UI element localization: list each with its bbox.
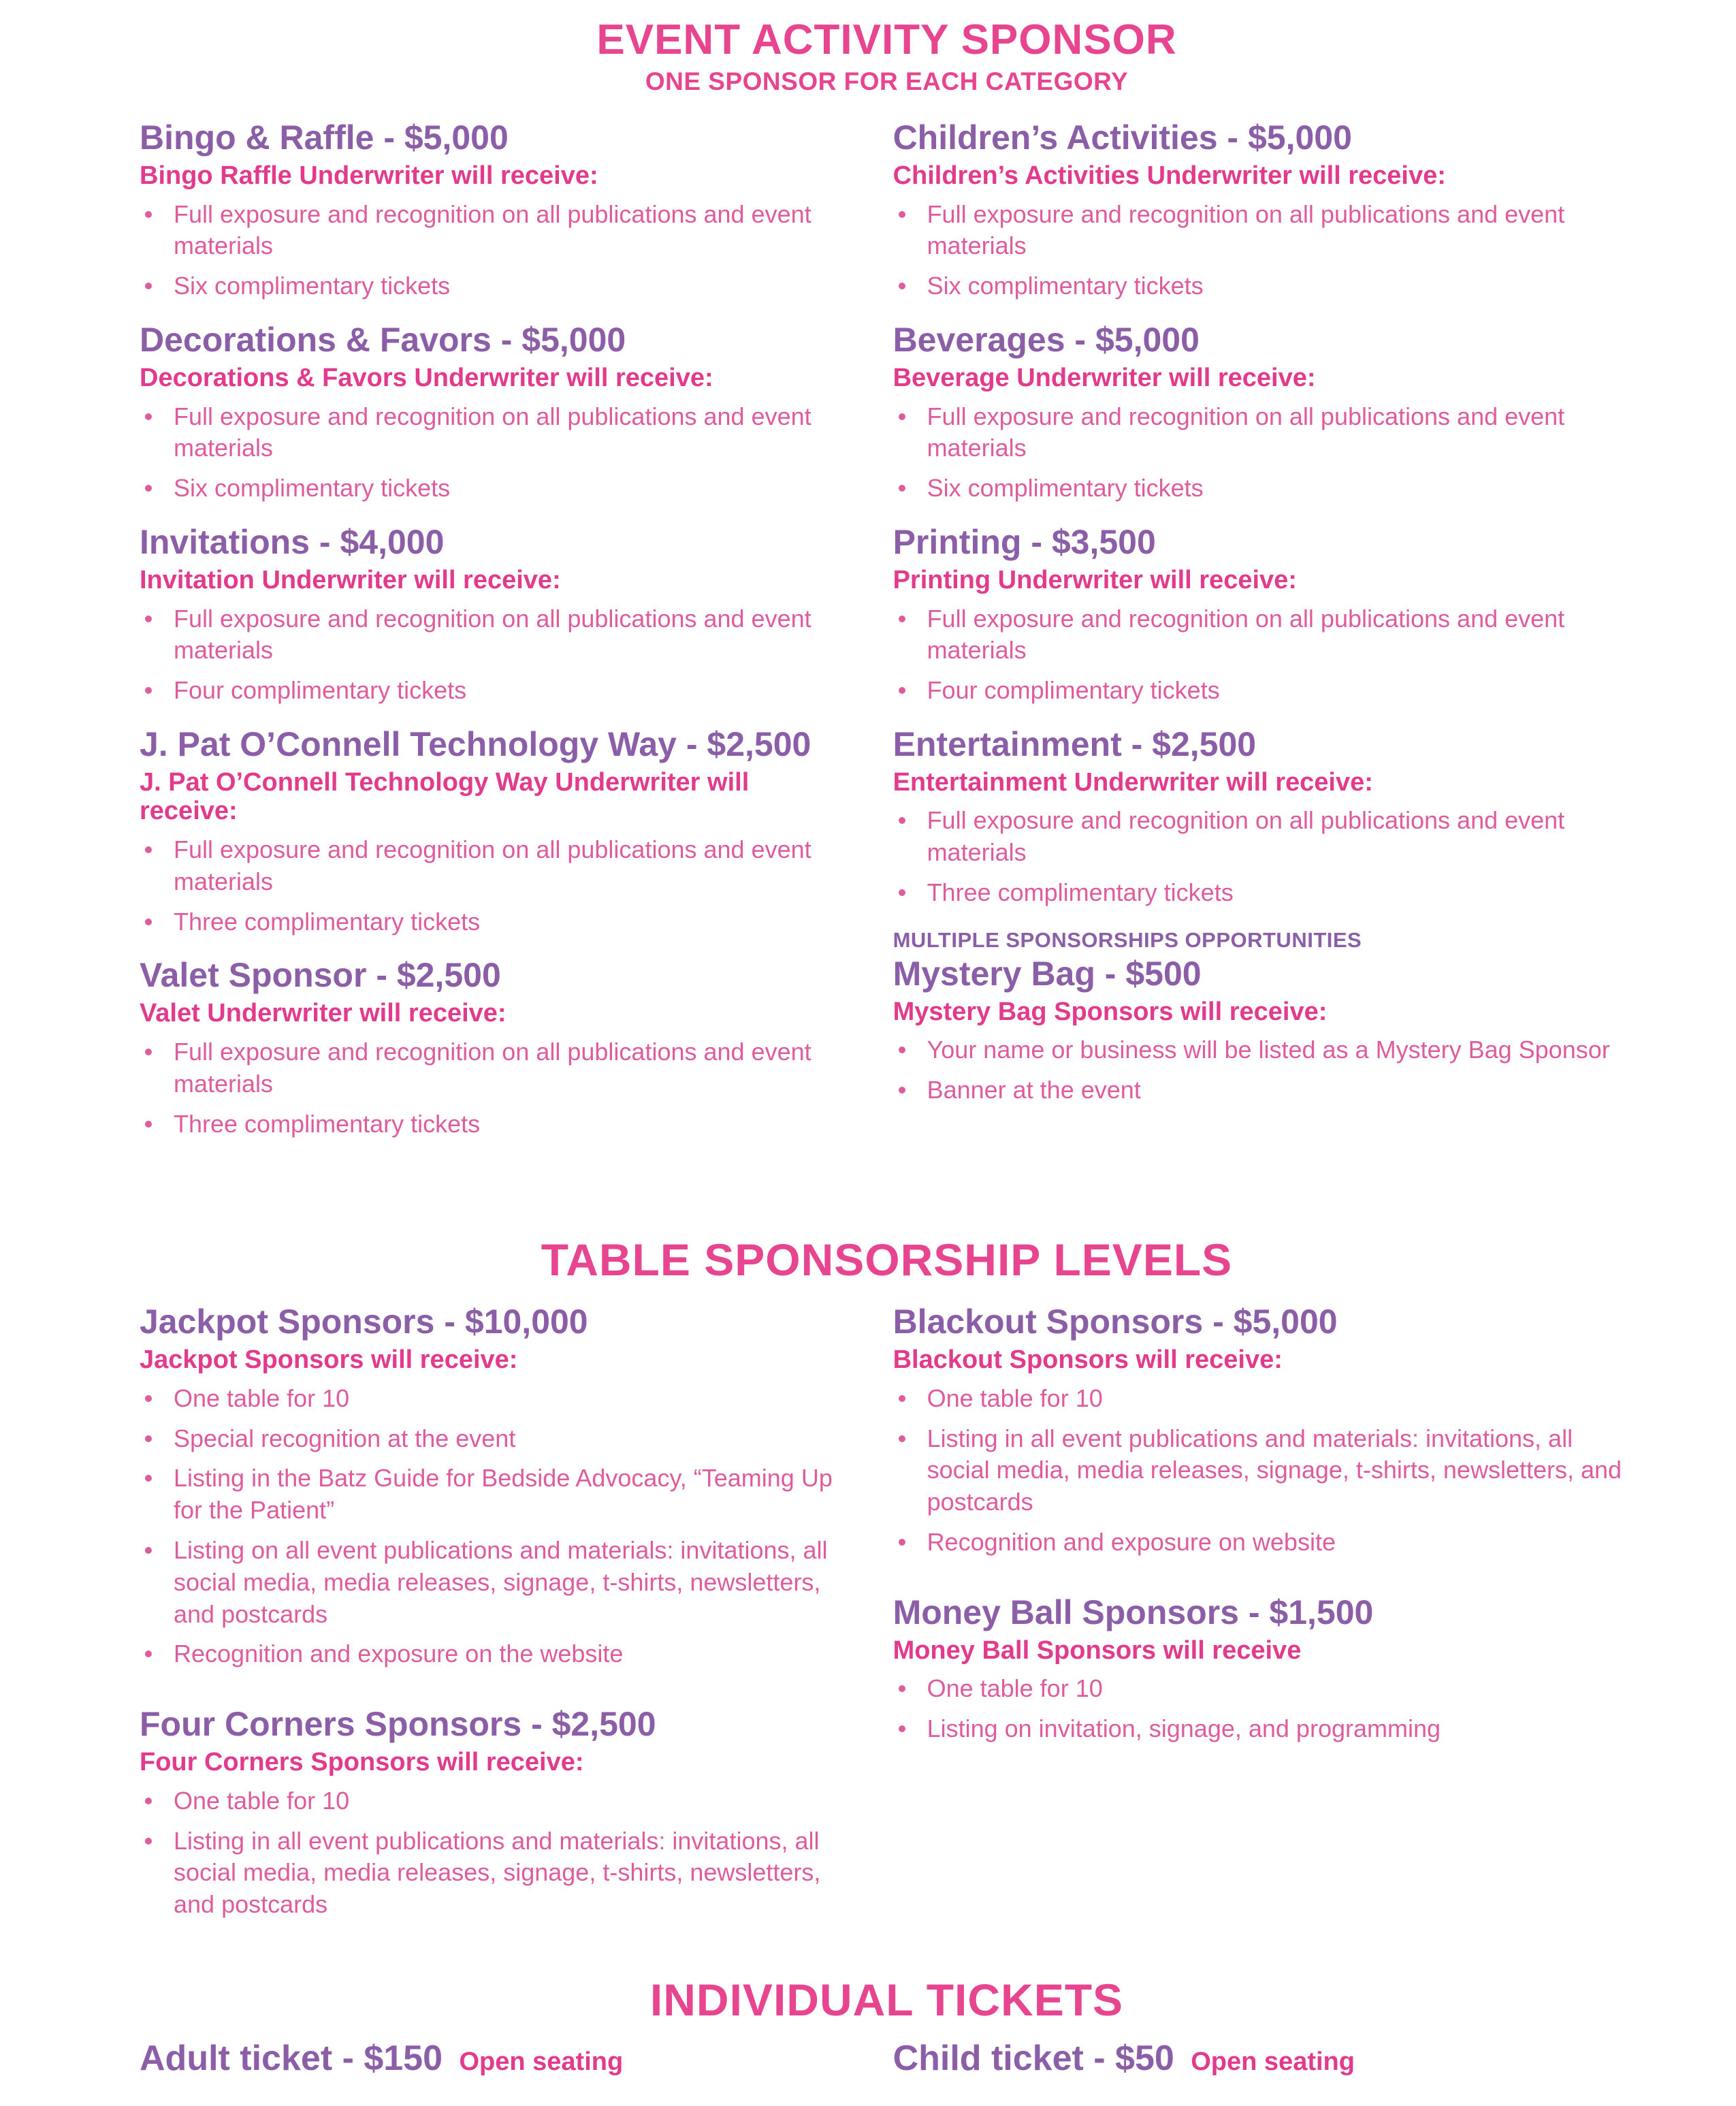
section-title: Bingo & Raffle - $5,000 [140,118,509,157]
section-title: Blackout Sponsors - $5,000 [893,1303,1338,1341]
benefit-item: Three complimentary tickets [893,877,1634,909]
benefit-item: Three complimentary tickets [140,1108,852,1140]
section-title: Decorations & Favors - $5,000 [140,321,626,360]
section-title: Entertainment - $2,500 [893,724,1257,763]
event-activity-right-column [893,119,1634,1126]
adult-ticket-note: Open seating [459,2047,624,2076]
section-subheading: Bingo Raffle Underwriter will receive: [140,161,598,191]
benefit-list [893,603,1634,707]
benefit-list [140,199,852,302]
benefit-item: One table for 10 [140,1383,852,1415]
section-subheading: Beverage Underwriter will receive: [893,364,1316,393]
sponsor-section [893,1594,1634,1745]
section-title: Children’s Activities - $5,000 [893,118,1352,157]
ticket-item-adult [140,2038,852,2079]
sponsor-section [893,928,1634,1106]
benefit-item: Full exposure and recognition on all publications and event materials [140,401,852,465]
benefit-item: Full exposure and recognition on all publications and event materials [140,1036,852,1100]
benefit-item: Four complimentary tickets [140,675,852,707]
section-title: Invitations - $4,000 [140,522,445,561]
section-subheading: Valet Underwriter will receive: [140,999,507,1028]
sponsor-section [140,1706,852,1921]
page-subtitle: ONE SPONSOR FOR EACH CATEGORY [645,67,1129,96]
benefit-item: Listing on invitation, signage, and programming [893,1713,1634,1745]
benefit-list [140,401,852,505]
sponsor-section [140,524,852,707]
benefit-item: Banner at the event [893,1074,1634,1106]
benefit-item: Recognition and exposure on website [893,1527,1634,1559]
benefit-list [893,1034,1634,1106]
section-subheading: Printing Underwriter will receive: [893,565,1297,594]
benefit-list [893,805,1634,908]
child-ticket-note: Open seating [1191,2047,1355,2076]
benefit-item: Six complimentary tickets [140,473,852,505]
benefit-item: One table for 10 [140,1785,852,1817]
sponsor-section [140,957,852,1140]
section-title: Mystery Bag - $500 [893,954,1202,993]
section-title: Four Corners Sponsors - $2,500 [140,1705,656,1744]
benefit-item: Full exposure and recognition on all publications and event materials [893,805,1634,869]
benefit-list [893,1383,1634,1559]
event-activity-section [140,119,1634,1159]
benefit-item: Four complimentary tickets [893,675,1634,707]
section-subheading: Blackout Sponsors will receive: [893,1345,1283,1375]
benefit-list [140,1785,852,1921]
page-title: EVENT ACTIVITY SPONSOR [596,16,1177,63]
benefit-list [140,603,852,707]
child-ticket-label: Child ticket - $50 [893,2038,1174,2078]
benefit-item: One table for 10 [893,1673,1634,1705]
section-subheading: J. Pat O’Connell Technology Way Underwriter will receive: [140,767,750,826]
section-subheading: Four Corners Sponsors will receive: [140,1748,584,1777]
section-title: Beverages - $5,000 [893,321,1200,360]
benefit-list [140,1383,852,1670]
benefit-list [893,401,1634,505]
table-sponsorship-right-column [893,1303,1634,1781]
section-kicker: MULTIPLE SPONSORSHIPS OPPORTUNITIES [893,927,1362,952]
benefit-item: Special recognition at the event [140,1423,852,1455]
sponsor-section [893,321,1634,505]
section-subheading: Entertainment Underwriter will receive: [893,767,1373,797]
sponsor-section [140,1303,852,1670]
ticket-item-child [893,2038,1634,2079]
section-subheading: Decorations & Favors Underwriter will receive: [140,364,713,393]
benefit-item: Listing in the Batz Guide for Bedside Advocacy, “Teaming Up for the Patient” [140,1463,852,1527]
adult-ticket-label: Adult ticket - $150 [140,2038,443,2078]
sponsor-section [140,119,852,302]
individual-tickets-title: INDIVIDUAL TICKETS [649,1974,1124,2025]
sponsor-section [893,726,1634,909]
benefit-list [893,1673,1634,1745]
tickets-row [140,2038,1634,2079]
section-title: Jackpot Sponsors - $10,000 [140,1303,588,1341]
benefit-item: Full exposure and recognition on all publications and event materials [893,199,1634,263]
section-title: J. Pat O’Connell Technology Way - $2,500 [140,724,811,763]
sponsor-section [140,321,852,505]
section-subheading: Money Ball Sponsors will receive [893,1636,1302,1665]
section-title: Valet Sponsor - $2,500 [140,956,501,995]
benefit-item: Full exposure and recognition on all publications and event materials [893,401,1634,465]
table-sponsorship-section [140,1303,1634,1956]
benefit-item: Full exposure and recognition on all publications and event materials [140,834,852,898]
benefit-item: Six complimentary tickets [140,270,852,302]
section-subheading: Jackpot Sponsors will receive: [140,1345,518,1375]
section-subheading: Mystery Bag Sponsors will receive: [893,997,1328,1026]
sponsor-section [893,119,1634,302]
table-sponsorship-title: TABLE SPONSORSHIP LEVELS [541,1234,1233,1286]
benefit-item: One table for 10 [893,1383,1634,1415]
benefit-item: Listing in all event publications and materials: invitations, all social media, media releases, signage, t-shirts, newsletters, and postcards [140,1825,852,1921]
section-title: Printing - $3,500 [893,522,1156,561]
table-sponsorship-left-column [140,1303,852,1956]
section-title: Money Ball Sponsors - $1,500 [893,1593,1374,1631]
benefit-list [893,199,1634,302]
benefit-list [140,1036,852,1140]
sponsor-section [893,1303,1634,1559]
benefit-item: Six complimentary tickets [893,473,1634,505]
benefit-item: Full exposure and recognition on all publications and event materials [893,603,1634,667]
benefit-item: Full exposure and recognition on all publications and event materials [140,603,852,667]
sponsor-section [893,524,1634,707]
benefit-item: Six complimentary tickets [893,270,1634,302]
benefit-list [140,834,852,938]
section-subheading: Children’s Activities Underwriter will receive: [893,161,1446,191]
event-activity-left-column [140,119,852,1159]
benefit-item: Listing on all event publications and materials: invitations, all social media, media releases, signage, t-shirts, newsletters, and postcards [140,1535,852,1630]
benefit-item: Full exposure and recognition on all publications and event materials [140,199,852,263]
benefit-item: Listing in all event publications and materials: invitations, all social media, media releases, signage, t-shirts, newsletters, and postcards [893,1423,1634,1518]
benefit-item: Your name or business will be listed as a Mystery Bag Sponsor [893,1034,1634,1066]
sponsor-section [140,726,852,938]
section-subheading: Invitation Underwriter will receive: [140,565,561,594]
benefit-item: Three complimentary tickets [140,906,852,938]
benefit-item: Recognition and exposure on the website [140,1638,852,1670]
